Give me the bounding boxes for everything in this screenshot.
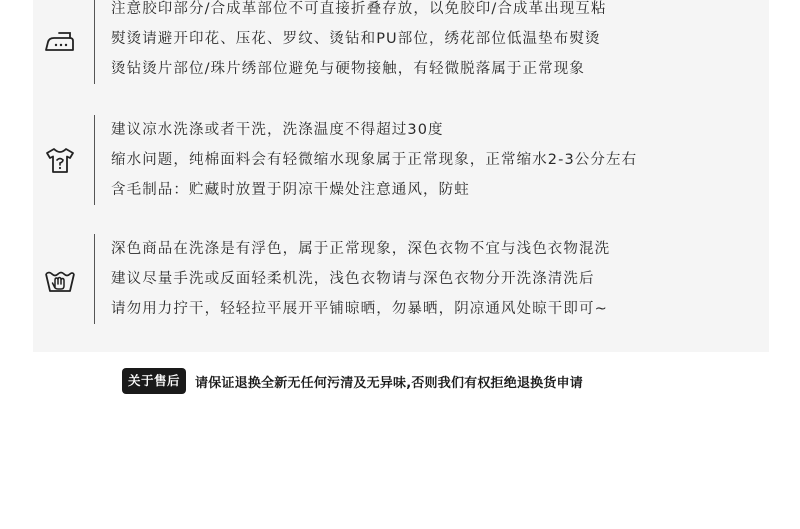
care-line: 烫钻烫片部位/珠片绣部位避免与硬物接触，有轻微脱落属于正常现象 <box>111 61 585 77</box>
tshirt-care-icon <box>43 143 77 177</box>
section-divider <box>94 0 95 84</box>
care-line: 缩水问题，纯棉面料会有轻微缩水现象属于正常现象，正常缩水2-3公分左右 <box>111 152 638 168</box>
after-sale-row <box>122 367 583 395</box>
washing-lines <box>111 115 637 205</box>
care-line: 熨烫请避开印花、压花、罗纹、烫钻和PU部位，绣花部位低温垫布熨烫 <box>111 31 601 47</box>
washing-section <box>33 115 769 205</box>
after-sale-note: 请保证退换全新无任何污清及无异味,否则我们有权拒绝退换货申请 <box>195 375 583 391</box>
care-line: 注意胶印部分/合成革部位不可直接折叠存放，以免胶印/合成革出现互粘 <box>111 1 607 17</box>
ironing-section <box>33 0 769 84</box>
care-line: 深色商品在洗涤是有浮色，属于正常现象，深色衣物不宜与浅色衣物混洗 <box>111 241 611 257</box>
care-line: 建议尽量手洗或反面轻柔机洗，浅色衣物请与深色衣物分开洗涤清洗后 <box>111 271 595 287</box>
care-line: 含毛制品：贮藏时放置于阴凉干燥处注意通风，防蛀 <box>111 182 470 198</box>
hand-wash-icon <box>43 262 77 296</box>
hand-wash-lines <box>111 234 610 324</box>
after-sale-badge: 关于售后 <box>122 368 186 394</box>
iron-icon <box>43 23 77 57</box>
section-divider <box>94 115 95 205</box>
ironing-lines <box>111 0 607 84</box>
care-line: 请勿用力拧干，轻轻拉平展开平铺晾晒，勿暴晒，阴凉通风处晾干即可~ <box>111 301 608 317</box>
section-divider <box>94 234 95 324</box>
care-instructions-panel <box>33 0 769 352</box>
care-line: 建议凉水洗涤或者干洗，洗涤温度不得超过30度 <box>111 122 444 138</box>
hand-wash-section <box>33 234 769 324</box>
